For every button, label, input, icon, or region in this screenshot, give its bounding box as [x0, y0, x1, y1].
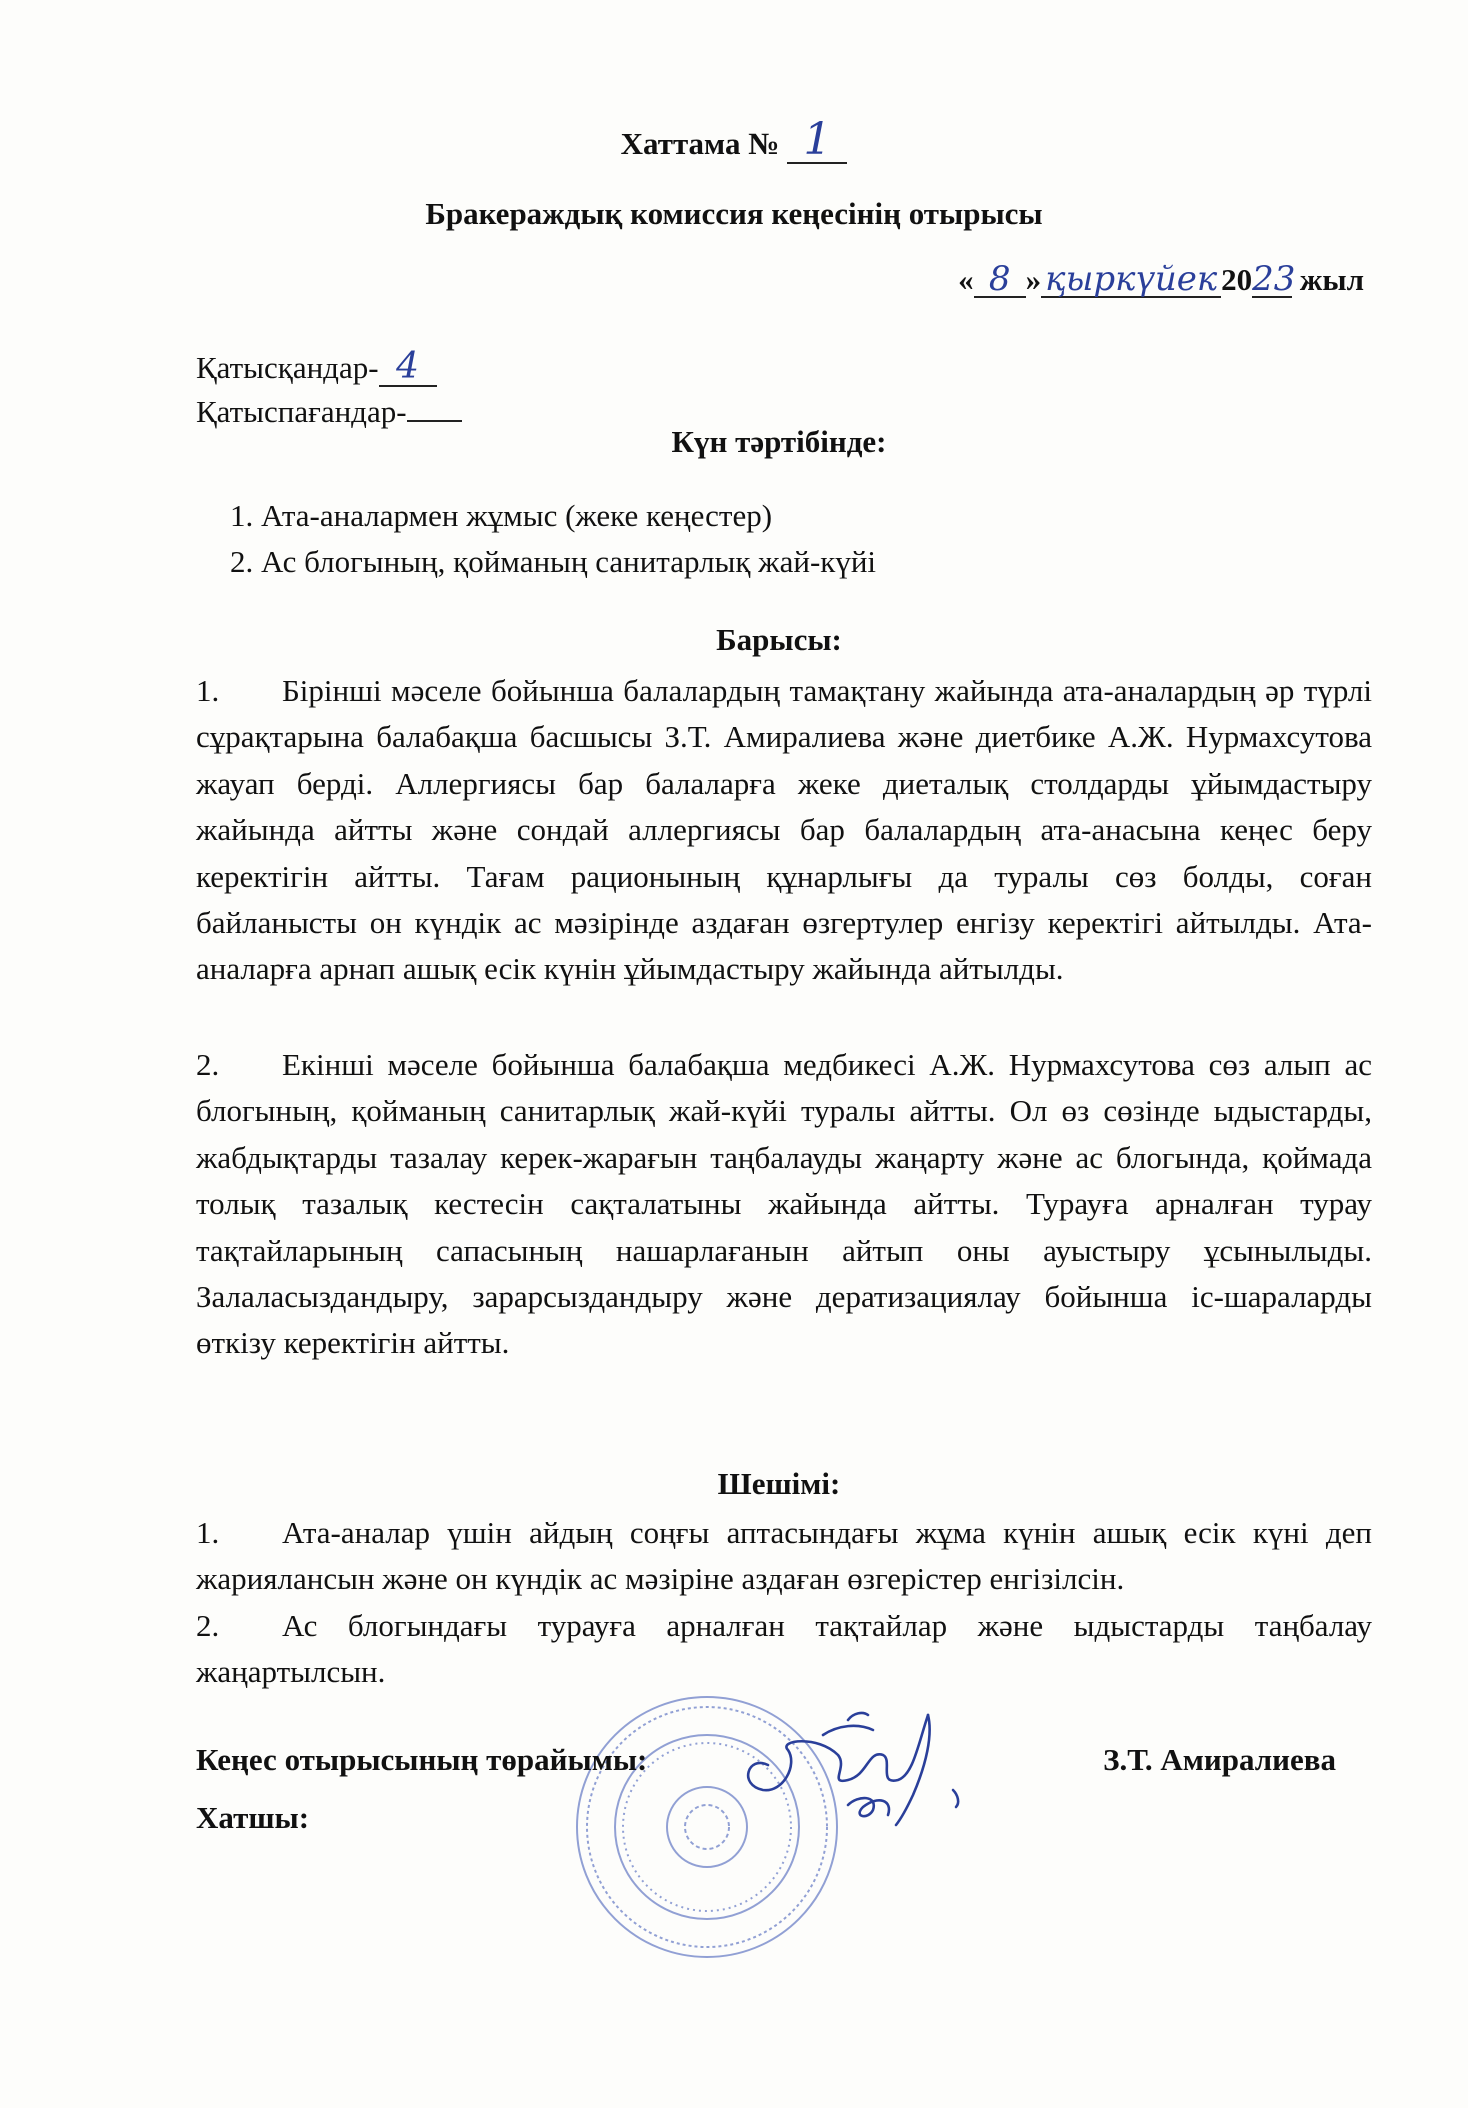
protocol-title-text: Хаттама №: [620, 126, 780, 161]
paragraph-number: 1.: [196, 1515, 220, 1550]
date-year-suffix: 23: [1252, 259, 1296, 299]
meeting-date: [958, 259, 1364, 299]
paragraph-text: Ата-аналар үшін айдың соңғы аптасындағы жұма күнін ашық есік күні деп жариялансын және он күндік ас мәзіріне аздаған өзгерістер енгізілсін.: [196, 1515, 1372, 1597]
protocol-number-blank: [787, 114, 847, 165]
date-day: 8: [988, 259, 1011, 299]
chair-name: З.Т. Амиралиева: [1103, 1742, 1336, 1777]
meeting-subtitle: Бракераждық комиссия кеңесінің отырысы: [425, 196, 1043, 231]
protocol-title: [0, 114, 1468, 165]
agenda-item: 1. Ата-аналармен жұмыс (жеке кеңестер): [230, 498, 773, 533]
absent-blank: [407, 396, 462, 422]
present-row: [196, 346, 462, 390]
date-month-blank: [1041, 259, 1221, 299]
date-close-quote: »: [1025, 262, 1042, 297]
agenda-heading: Күн тәртібінде:: [671, 424, 887, 459]
protocol-number: 1: [803, 114, 832, 165]
date-year-blank: [1252, 259, 1296, 299]
present-blank: [379, 346, 437, 387]
date-year-prefix: 20: [1221, 262, 1253, 297]
paragraph-text: Ас блогындағы турауға арналған тақтайлар және ыдыстарды таңбалау жаңартылсын.: [196, 1608, 1372, 1690]
paragraph-text: Екінші мәселе бойынша балабақша медбикесі А.Ж. Нурмахсутова сөз алып ас блогының, қойманың санитарлық жай-күйі туралы айтты. Ол өз сөзінде ыдыстарды, жабдықтарды тазалау керек-жарағын таңбалауды жаңарту және ас блогында, қоймада толық тазалық кестесін сақталатыны жайында айтты. Турауға арналған турау тақтайларының сапасының нашарлағанын айтып оны ауыстыру ұсынылыды. Залаласыздандыру, зарарсыздандыру және дератизациялау бойынша іс-шараларды өткізу керектігін айтты.: [196, 1047, 1372, 1361]
date-day-blank: [974, 259, 1026, 299]
present-label: Қатысқандар-: [196, 350, 379, 385]
course-heading: Барысы:: [716, 622, 842, 657]
date-year-word: жыл: [1299, 262, 1364, 297]
paragraph-number: 2.: [196, 1608, 220, 1643]
decision-paragraph: [196, 1510, 1372, 1603]
agenda-list: [230, 493, 876, 585]
absent-label: Қатыспағандар-: [196, 394, 407, 429]
course-paragraph: [196, 1042, 1372, 1367]
decision-heading: Шешімі:: [717, 1466, 841, 1501]
date-open-quote: «: [958, 262, 974, 297]
participants-block: [196, 346, 462, 434]
present-value: 4: [396, 346, 419, 387]
date-month: қыркүйек: [1045, 259, 1218, 299]
chair-signature-row: [196, 1742, 1336, 1778]
chair-label: Кеңес отырысының төрайымы:: [196, 1742, 648, 1777]
agenda-item: 2. Ас блогының, қойманың санитарлық жай-күйі: [230, 544, 877, 579]
secretary-label: Хатшы:: [196, 1800, 310, 1835]
decision-paragraph: [196, 1603, 1372, 1696]
course-paragraph: [196, 668, 1372, 993]
paragraph-text: Бірінші мәселе бойынша балалардың тамақтану жайында ата-аналардың әр түрлі сұрақтарына балабақша басшысы З.Т. Амиралиева және диетбике А.Ж. Нурмахсутова жауап берді. Аллергиясы бар балаларға жеке диеталық столдарды ұйымдастыру жайында айтты және сондай аллергиясы бар балалардың ата-анасына кеңес беру керектігін айтты. Тағам рационының құнарлығы да туралы сөз болды, соған байланысты он күндік ас мәзірінде аздаған өзгертулер енгізу керектігі айтылды. Ата-аналарға арнап ашық есік күнін ұйымдастыру жайында айтылды.: [196, 673, 1372, 987]
paragraph-number: 1.: [196, 673, 220, 708]
paragraph-number: 2.: [196, 1047, 220, 1082]
